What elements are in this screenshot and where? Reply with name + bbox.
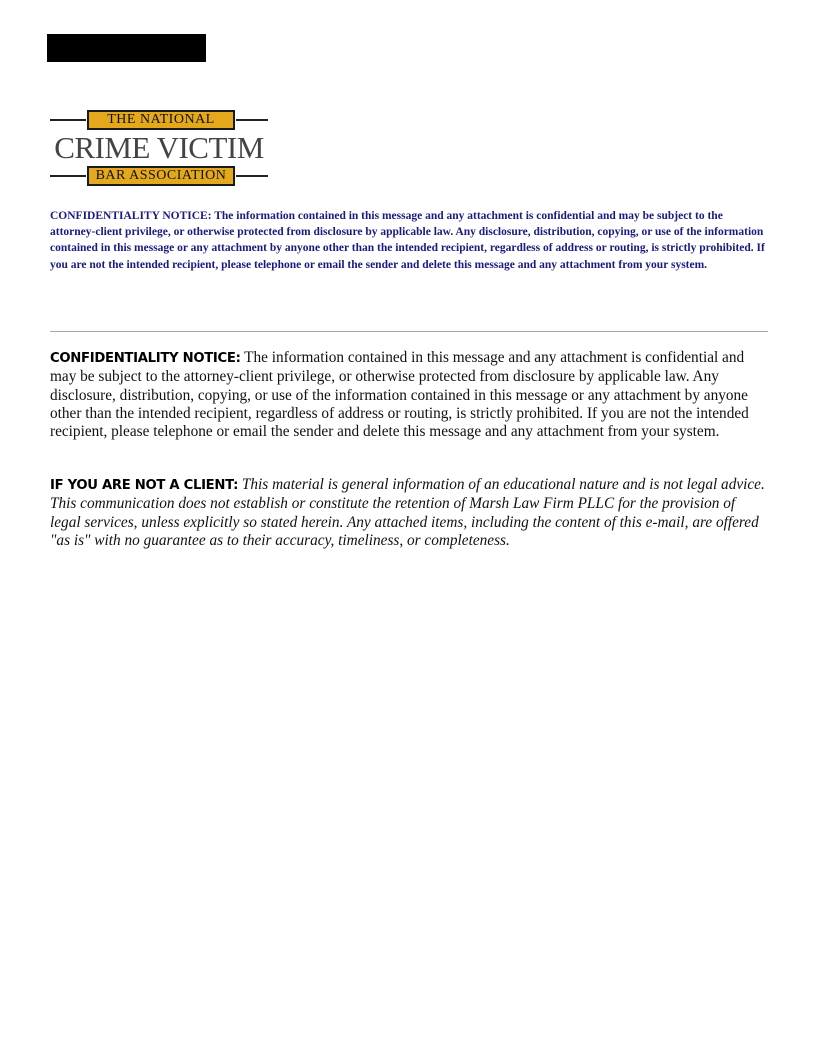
- confidentiality-notice-lead: CONFIDENTIALITY NOTICE:: [50, 351, 241, 366]
- not-a-client-lead: IF YOU ARE NOT A CLIENT:: [50, 478, 239, 493]
- redaction-block: [47, 34, 206, 62]
- logo-bottom-banner-text: BAR ASSOCIATION: [87, 166, 235, 186]
- not-a-client-notice: [50, 476, 768, 550]
- logo-rule: [236, 175, 268, 177]
- logo-rule: [50, 119, 86, 121]
- logo-rule: [50, 175, 86, 177]
- logo-top-banner: [50, 110, 268, 130]
- association-logo: [50, 110, 268, 188]
- confidentiality-notice: [50, 349, 768, 441]
- logo-bottom-banner: [50, 166, 268, 186]
- confidentiality-notice-text: The information contained in this message and any attachment is confidential and may be subject to the attorney-client privilege, or otherwise protected from disclosure by applicable law. Any disclosure, distribution, copying, or use of the information contained in this message or any attachment by anyone other than the intended recipient, regardless of address or routing, is strictly prohibited. If you are not the intended recipient, please telephone or email the sender and delete this message and any attachment from your system.: [50, 349, 749, 441]
- logo-top-banner-text: THE NATIONAL: [87, 110, 235, 130]
- signature-confidentiality-notice: CONFIDENTIALITY NOTICE: The information contained in this message and any attachment is confidential and may be subject to the attorney-client privilege, or otherwise protected from disclosure by applicable law. Any disclosure, distribution, copying, or use of the information contained in this message or any attachment by anyone other than the intended recipient, regardless of address or routing, is strictly prohibited. If you are not the intended recipient, please telephone or email the sender and delete this message and any attachment from your system.: [50, 210, 765, 271]
- not-a-client-text: This material is general information of an educational nature and is not legal advice. This communication does not establish or constitute the retention of Marsh Law Firm PLLC for the provision of legal services, unless explicitly so stated herein. Any attached items, including the content of this e-mail, are offered "as is" with no guarantee as to their accuracy, timeliness, or completeness.: [50, 476, 765, 549]
- divider: [50, 331, 768, 332]
- logo-main-text: CRIME VICTIM: [54, 130, 264, 165]
- logo-rule: [236, 119, 268, 121]
